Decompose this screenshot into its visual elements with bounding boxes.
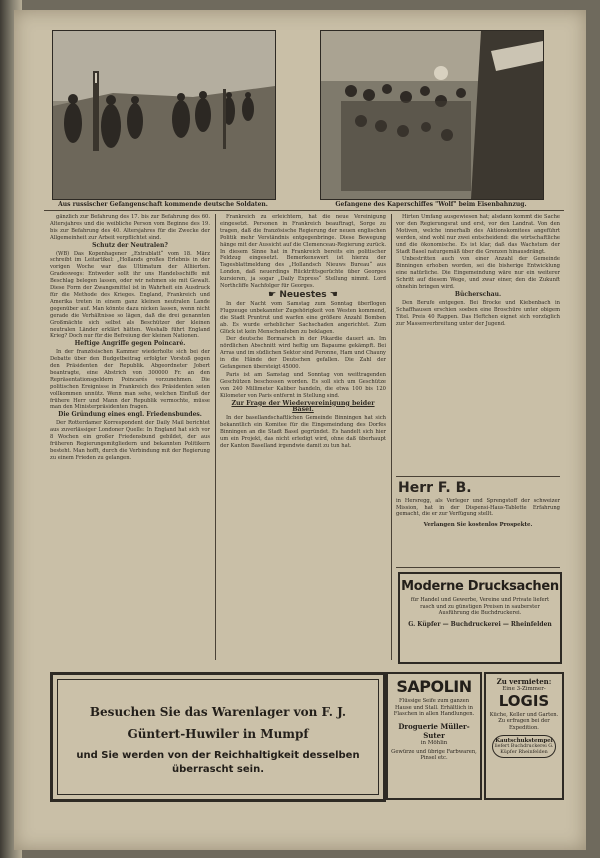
col1-text3: Der Rotterdamer Korrespondent der Daily Mail berichtet aus zuverlässiger Londoner Quelle: In England hat sich vor 8 Wochen ein großer Friedensbund gebildet, der aus früheren Regierungsmitgliedern und bekannten Politikern besteht. Man hofft, durch die Verbindung mit der Regierung zu einem Frieden zu gelangen.	[50, 420, 210, 461]
col1-text: (WB) Das Kopenhagener „Extrablatt“ vom 18. März schreibt im Leitartikel: „Hollands großes Erlebnis in der vorigen Woche war das Ultimatum der Alliierten. Gradeswegs: Entweder sollt ihr uns Handelsschiffe mit Beschlag belegen lassen, oder wir nehmen sie mit Gewalt. Diese Form der Zwangsmittel ist in Wahrheit ein Ausdruck für die Methode des Krieges. England, Frankreich und Amerika treten in einem ganz kleinen neutralen Lande gegenüber auf. Man könnte dazu nicken lassen, wenn nicht gerade die Verhältnisse so lägen, daß die drei genannten Großmächte sich selbst als Beschützer der kleinen neutralen Länder erklärt hätten. Weshalb führt England Krieg? Doch nur für die Befreiung der kleinen Nationen.	[50, 250, 210, 340]
col3-text: Hirten Umfang ausgewiesen hat; alsdann kommt die Sache vor den Regierungsrat und erst, vor den Landrat. Von den Motiven, welche innerhalb des Aktionskomitees angeführt werden, sind wohl nur zwei entscheidend: die wirtschaftliche und die ökonomische. Es ist klar, daß das Wachstum der Stadt Basel naturgemäß über die Grenzen hinausdrängt.	[396, 214, 560, 255]
left-photo-caption: Aus russischer Gefangenschaft kommende deutsche Soldaten.	[58, 201, 268, 208]
header-rule	[44, 210, 564, 211]
column-3	[396, 214, 560, 472]
right-photo-caption: Gefangene des Kaperschiffes "Wolf" beim Eisenbahnzug.	[335, 201, 527, 208]
person-text: in Hersregg, als Verleger und Sprengstoff der schweizer Mission, hat in der Dispensi-Haus-Tablette Erfahrung gemacht, die er zur Verfügung stellt.	[396, 498, 560, 518]
logis-stamp	[492, 735, 556, 758]
col3-text2: Unbestritten auch von einer Anzahl der Gemeinde Binningen erhoben worden, sei die bisherige Entwicklung eine natürliche. Die Eingemeindung wäre nur ein weiterer Schritt auf diesem Wege, und zwar einer, den die Zukunft ohnehin bringen wird.	[396, 256, 560, 291]
person-name: Herr F. B.	[398, 480, 472, 496]
column-1	[50, 214, 210, 660]
col2-news2: Der deutsche Bormarsch in der Pikardie dauert an. Im nördlichen Abschnitt wird heftig um Bapaume gekämpft. Bei Arras und im südlichen Sektor sind Peronne, Ham und Chauny in die Hände der Deutschen gefallen. Die Zahl der Gefangenen übersteigt 45000.	[220, 336, 386, 371]
col2-news3: Paris ist am Samstag und Sonntag von weittragenden Geschützen beschossen worden. Es soll sich um Geschütze von 240 Millimeter Kaliber handeln, die etwa 100 bis 120 Kilometer von Paris entfernt in Stellung sind.	[220, 371, 386, 399]
sapolin-footer: Gewürze und übrige Farbwaren, Pinsel etc.	[391, 748, 477, 762]
col2-news1: In der Nacht vom Samstag zum Sonntag überflogen Flugzeuge unbekannter Zugehörigkeit von Westen kommend, die Stadt Pruntrut und warfen eine größere Anzahl Bomben ab. Es wurde erheblicher Sachschaden angerichtet. Zum Glück ist kein Menschenleben zu beklagen.	[220, 300, 386, 335]
warenlager-line3: und Sie werden von der Reichhaltigkeit desselben überrascht sein.	[76, 750, 360, 775]
col2-text: Frankreich zu erleichtern, hat die neue Vereinigung eingesetzt. Personen in Frankreich beauftragt, Sorge zu tragen, daß die französische Regierung der neuen englischen Politik mehr Verständnis entgegenbringe. Diese Bewegung hänge mit der Aussicht auf die Clemenceau-Regierung zurück. In diesem Sinne hat in Frankreich bereits ein politischer Feldzug eingesetzt. Bemerkenswert ist hierzu der Tagesblattmeldung des „Hollandsch Nieuws Bureau“ aus London, daß neuerdings Rücktrittsgerüchte über Georges kursieren, ja sogar „Daily Express“ Stellung nimmt. Lord Northcliffe Nachfolger für Georges.	[220, 214, 386, 290]
logis-stamp-text: liefert Buchdruckerei G. Küpfer Rheinfelden	[494, 744, 554, 755]
col1-intro: gänzlich zur Befahrung des 17. bis zur Befahrung des 60. Altersjahres und die weibliche Person vom Beginne des 19. bis zur Befahrung des 40. Altersjahres für die Zwecke der Allgemeinheit zur Arbeit verpflichtet sind.	[50, 214, 210, 241]
col3-heading: Bücherschau.	[454, 290, 502, 298]
neuestes-heading: ☛ Neuestes ☚	[268, 289, 338, 300]
col3-text3: Den Berufe entgegen. Bei Brocke und Kiebenbach in Schaffhausen erschien soeben eine Broschüre unter obigem Titel. Preis 40 Rappen. Das Heftchen eignet sich vorzüglich zur Massenverbreitung unter der Jugend.	[396, 299, 560, 327]
logis-stamp-title: Kautschukstempel	[495, 738, 553, 745]
ad-sapolin	[386, 672, 482, 800]
column-2	[220, 214, 386, 660]
photo-soldiers	[52, 30, 276, 200]
col2-text2: In der basellandschaftlichen Gemeinde Binningen hat sich bekanntlich ein Komitee für die Eingemeindung des Dorfes Binningen an die Stadt Basel gegründet. Es handelt sich hier um ein Projekt, das nicht erledigt wird, ohne daß überhaupt der Kanton Baselland irgendwie damit zu tun hat.	[220, 415, 386, 449]
col1-heading2: Heftige Angriffe gegen Poincaré.	[74, 340, 186, 348]
col1-text2: In der französischen Kammer wiederholte sich bei der Debatte über den Budgetbeitrag erfolgter Vorstoß gegen den Präsidenten der Republik. Abgeordneter Jobert beantragte, eine Abstrich von 300000 Fr. an den Repräsentationsgeldern Poincarés vorzunehmen. Die politischen Ereignisse in Frankreich des Präsidenten seien vollkommen unnütz. Wenn man sehe, welchen Einfluß der frühere Herr und Mann der Republik vermochte, müsse man den Ministerpräsidenten fragen.	[50, 349, 210, 411]
ad-warenlager	[50, 672, 386, 802]
logis-header: Zu vermieten:	[496, 677, 552, 686]
column-rule-1	[215, 214, 216, 660]
col1-heading3: Die Gründung eines engl. Friedensbundes.	[58, 411, 202, 419]
person-notice	[396, 476, 560, 568]
col2-heading2: Zur Frage der Wiedervereinigung beider Basel.	[231, 399, 375, 414]
ad-logis	[484, 672, 564, 800]
logis-title: LOGIS	[498, 692, 550, 710]
sapolin-vendor-place: in Möhlin	[420, 739, 448, 746]
photo-prisoners	[320, 30, 544, 200]
col1-heading: Schutz der Neutralen?	[92, 241, 168, 249]
drucksachen-footer: G. Küpfer — Buchdruckerei — Rheinfelden	[408, 620, 552, 628]
warenlager-line2: Güntert-Huwiler in Mumpf	[127, 727, 309, 741]
drucksachen-title: Moderne Drucksachen	[401, 579, 559, 594]
sapolin-title: SAPOLIN	[396, 677, 472, 696]
sapolin-vendor: Droguerie Müller-Suter	[398, 721, 470, 740]
ad-drucksachen	[398, 572, 562, 664]
person-notice-footer: Verlangen Sie kostenlos Prospekte.	[423, 521, 533, 528]
warenlager-line1: Besuchen Sie das Warenlager von F. J.	[89, 705, 347, 719]
column-rule-2	[391, 214, 392, 660]
sapolin-text: Flüssige Seife zum ganzen Hause und Stall. Erhältlich in Flaschen in allen Handlungen.	[393, 698, 475, 718]
logis-text: Küche, Keller und Garten. Zu erfragen bei der Expedition.	[489, 712, 559, 731]
logis-subheader: Eine 3-Zimmer-	[502, 686, 546, 692]
newspaper-page	[14, 10, 586, 850]
drucksachen-text: für Handel und Gewerbe, Vereine und Private liefert rasch und zu günstigen Preisen in sauberster Ausführung die Buchdruckerei.	[410, 597, 550, 617]
